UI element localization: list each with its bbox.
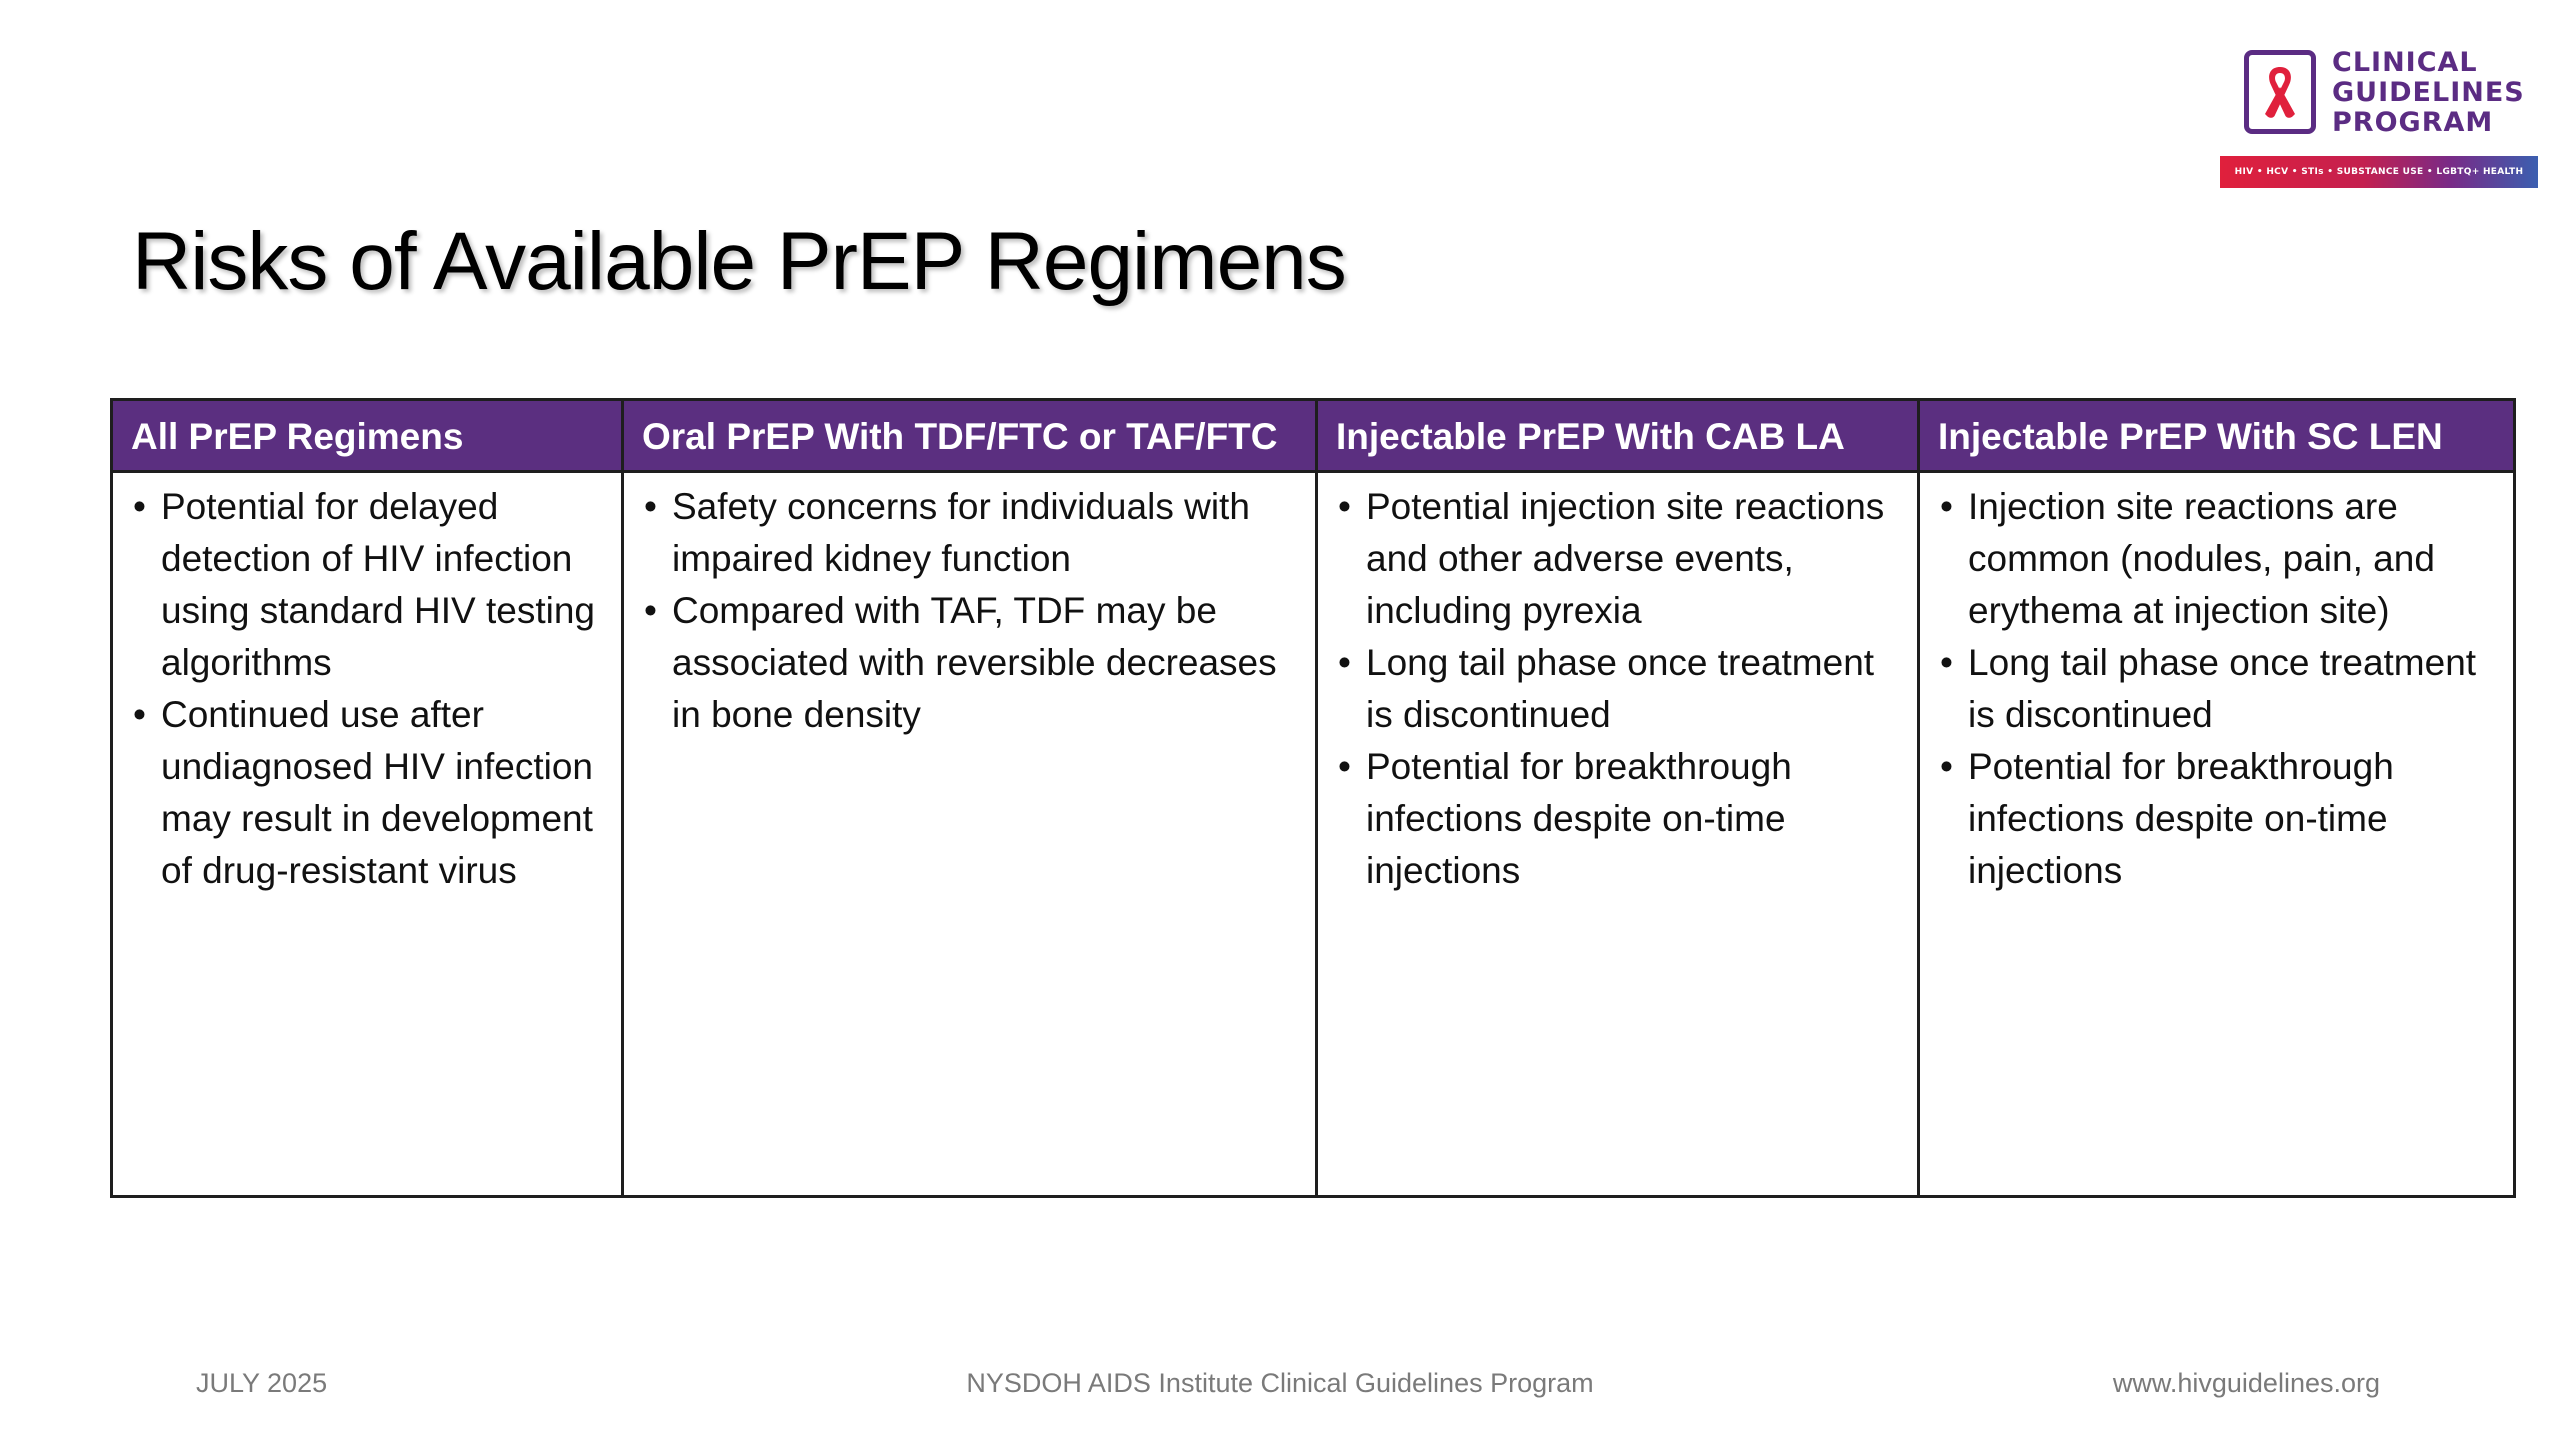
footer-website: www.hivguidelines.org [2112,1368,2380,1398]
list-item: • Potential injection site reactions and other adverse events, including pyrexia [1336,481,1903,637]
risks-table [110,398,2516,1198]
table-body-row [113,473,2513,1195]
list-item: • Safety concerns for individuals with impaired kidney function [642,481,1301,585]
list-item: • Continued use after undiagnosed HIV infection may result in development of drug-resistant virus [131,689,607,897]
logo-wordmark [2332,48,2542,138]
list-item: • Potential for breakthrough infections despite on-time injections [1938,741,2499,897]
list-item: • Long tail phase once treatment is discontinued [1336,637,1903,741]
slide-title: Risks of Available PrEP Regimens [132,216,1346,307]
table-cell [624,473,1318,1195]
table-cell [113,473,624,1195]
list-item: • Long tail phase once treatment is discontinued [1938,637,2499,741]
logo-tagline: HIV • HCV • STIs • SUBSTANCE USE • LGBTQ+ HEALTH [2220,156,2538,188]
column-header: Oral PrEP With TDF/FTC or TAF/FTC [624,401,1318,470]
list-item: • Potential for delayed detection of HIV infection using standard HIV testing algorithms [131,481,607,689]
bullet-list [642,481,1301,741]
bullet-list [131,481,607,897]
bullet-list [1336,481,1903,897]
footer-program: NYSDOH AIDS Institute Clinical Guidelines Program [966,1368,1594,1398]
column-header: Injectable PrEP With SC LEN [1938,416,2443,457]
table-cell [1318,473,1920,1195]
table-cell [1920,473,2513,1195]
column-header: All PrEP Regimens [113,401,624,470]
list-item: • Compared with TAF, TDF may be associated with reversible decreases in bone density [642,585,1301,741]
list-item: • Injection site reactions are common (nodules, pain, and erythema at injection site) [1938,481,2499,637]
list-item: • Potential for breakthrough infections despite on-time injections [1336,741,1903,897]
logo-line-1: CLINICAL [2332,47,2478,78]
column-header: Injectable PrEP With CAB LA [1318,401,1920,470]
clinical-guidelines-logo [2220,48,2540,190]
bullet-list [1938,481,2499,897]
logo-line-3: PROGRAM [2332,107,2494,138]
ribbon-icon [2244,50,2316,134]
footer-date: JULY 2025 [196,1368,328,1398]
logo-line-2: GUIDELINES [2332,77,2525,108]
table-header-row [113,401,2513,473]
